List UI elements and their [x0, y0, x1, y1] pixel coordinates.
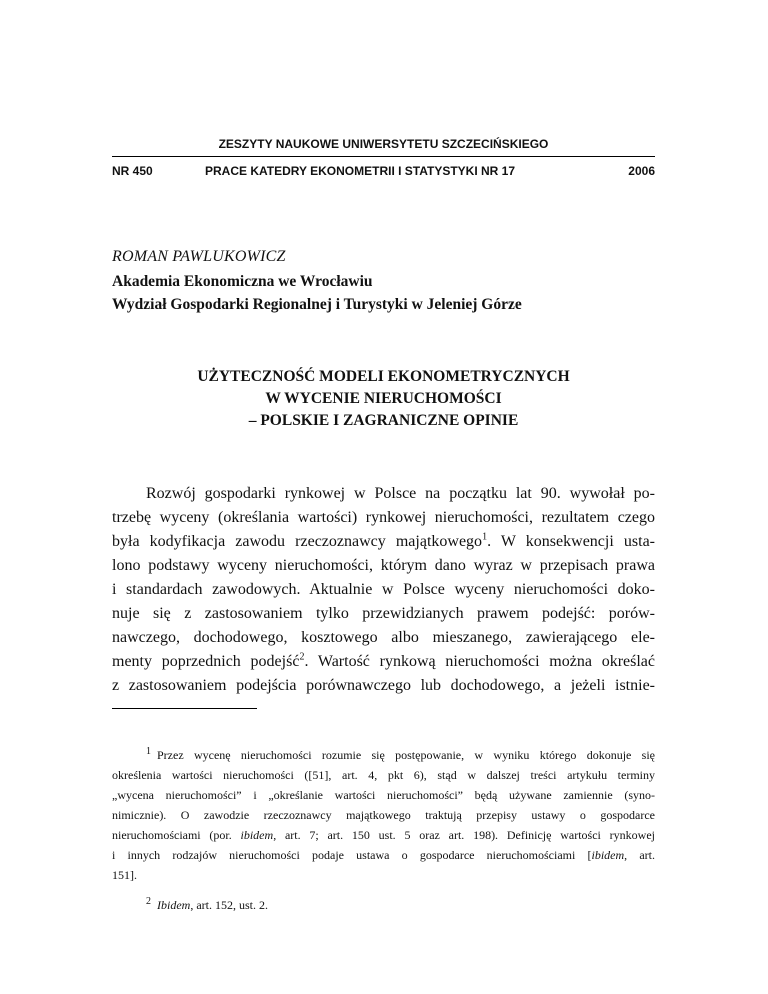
body-line-7: nawczego, dochodowego, kosztowego albo mieszanego, zawierającego ele- — [112, 629, 655, 646]
body-line-8-end: . Wartość rynkową nieruchomości można określać — [304, 653, 655, 670]
author-name: ROMAN PAWLUKOWICZ — [112, 248, 286, 265]
footnote-1-text-1: Przez wycenę nieruchomości rozumie się postępowanie, w wyniku którego dokonuje się — [157, 748, 655, 762]
footnote-ref-1[interactable]: 1 — [482, 531, 488, 543]
body-line-3-start: była kodyfikacja zawodu rzeczoznawcy majątkowego — [112, 533, 483, 550]
body-line-8 — [112, 653, 655, 671]
article-title-line-2: W WYCENIE NIERUCHOMOŚCI — [265, 390, 502, 407]
body-line-2: trzebę wyceny (określania wartości) rynkowej nieruchomości, rezultatem czego — [112, 509, 655, 526]
footnote-1-mark: 1 — [146, 746, 151, 757]
footnote-1-line-4: nimicznie). O zawodzie rzeczoznawcy majątkowego traktują przepisy ustawy o gospodarce — [112, 808, 655, 822]
issue-number: NR 450 — [112, 164, 153, 178]
footnote-1-line-5 — [112, 828, 655, 843]
body-line-8-start: menty poprzednich podejść — [112, 653, 300, 670]
footnote-separator — [112, 708, 257, 709]
article-title-line-1: UŻYTECZNOŚĆ MODELI EKONOMETRYCZNYCH — [197, 368, 570, 385]
body-line-4: lono podstawy wyceny nieruchomości, którym dano wyraz w przepisach prawa — [112, 557, 655, 574]
footnote-1-text-6a: i innych rodzajów nieruchomości podaje ustawa o gospodarce nieruchomościami [ — [112, 848, 592, 862]
footnote-1-line-2: określenia wartości nieruchomości ([51], art. 4, pkt 6), stąd w dalszej treści artykułu terminy — [112, 768, 655, 782]
body-line-6: nuje się z zastosowaniem tylko przewidzianych prawem podejść: porów- — [112, 605, 655, 622]
footnote-1-ibidem-1: ibidem — [240, 828, 274, 842]
affiliation-university: Akademia Ekonomiczna we Wrocławiu — [112, 273, 373, 290]
header-rule — [112, 156, 655, 157]
footnote-ref-2[interactable]: 2 — [299, 651, 305, 663]
series-title: PRACE KATEDRY EKONOMETRII I STATYSTYKI NR 17 — [205, 164, 516, 178]
header-subline — [112, 164, 655, 180]
footnote-2-mark: 2 — [146, 896, 151, 907]
footnote-2-text: , art. 152, ust. 2. — [190, 898, 268, 912]
footnote-1-line-1 — [146, 748, 655, 763]
footnote-1-text-5b: , art. 7; art. 150 ust. 5 oraz art. 198). Definicję wartości rynkowej — [273, 828, 655, 842]
body-line-1: Rozwój gospodarki rynkowej w Polsce na początku lat 90. wywołał po- — [146, 485, 655, 502]
footnote-2 — [146, 898, 655, 913]
footnote-1-line-7: 151]. — [112, 868, 137, 882]
footnote-1-text-5a: nieruchomościami (por. — [112, 828, 241, 842]
body-line-3 — [112, 533, 655, 551]
body-line-3-end: . W konsekwencji usta- — [487, 533, 655, 550]
publication-year: 2006 — [628, 164, 655, 178]
footnote-1-text-6b: , art. — [624, 848, 655, 862]
article-title-line-3: – POLSKIE I ZAGRANICZNE OPINIE — [248, 412, 519, 429]
body-line-5: i standardach zawodowych. Aktualnie w Polsce wyceny nieruchomości doko- — [112, 581, 655, 598]
footnote-2-ibidem: Ibidem — [157, 898, 191, 912]
footnote-1-line-3: „wycena nieruchomości” i „określanie wartości nieruchomości” będą używane zamiennie (syno- — [112, 788, 655, 802]
footnote-1-line-6 — [112, 848, 655, 863]
body-line-9: z zastosowaniem podejścia porównawczego lub dochodowego, a jeżeli istnie- — [112, 677, 655, 694]
footnote-1-ibidem-2: ibidem — [591, 848, 625, 862]
affiliation-faculty: Wydział Gospodarki Regionalnej i Turystyki w Jeleniej Górze — [112, 296, 522, 313]
journal-title: ZESZYTY NAUKOWE UNIWERSYTETU SZCZECIŃSKIEGO — [218, 137, 549, 151]
